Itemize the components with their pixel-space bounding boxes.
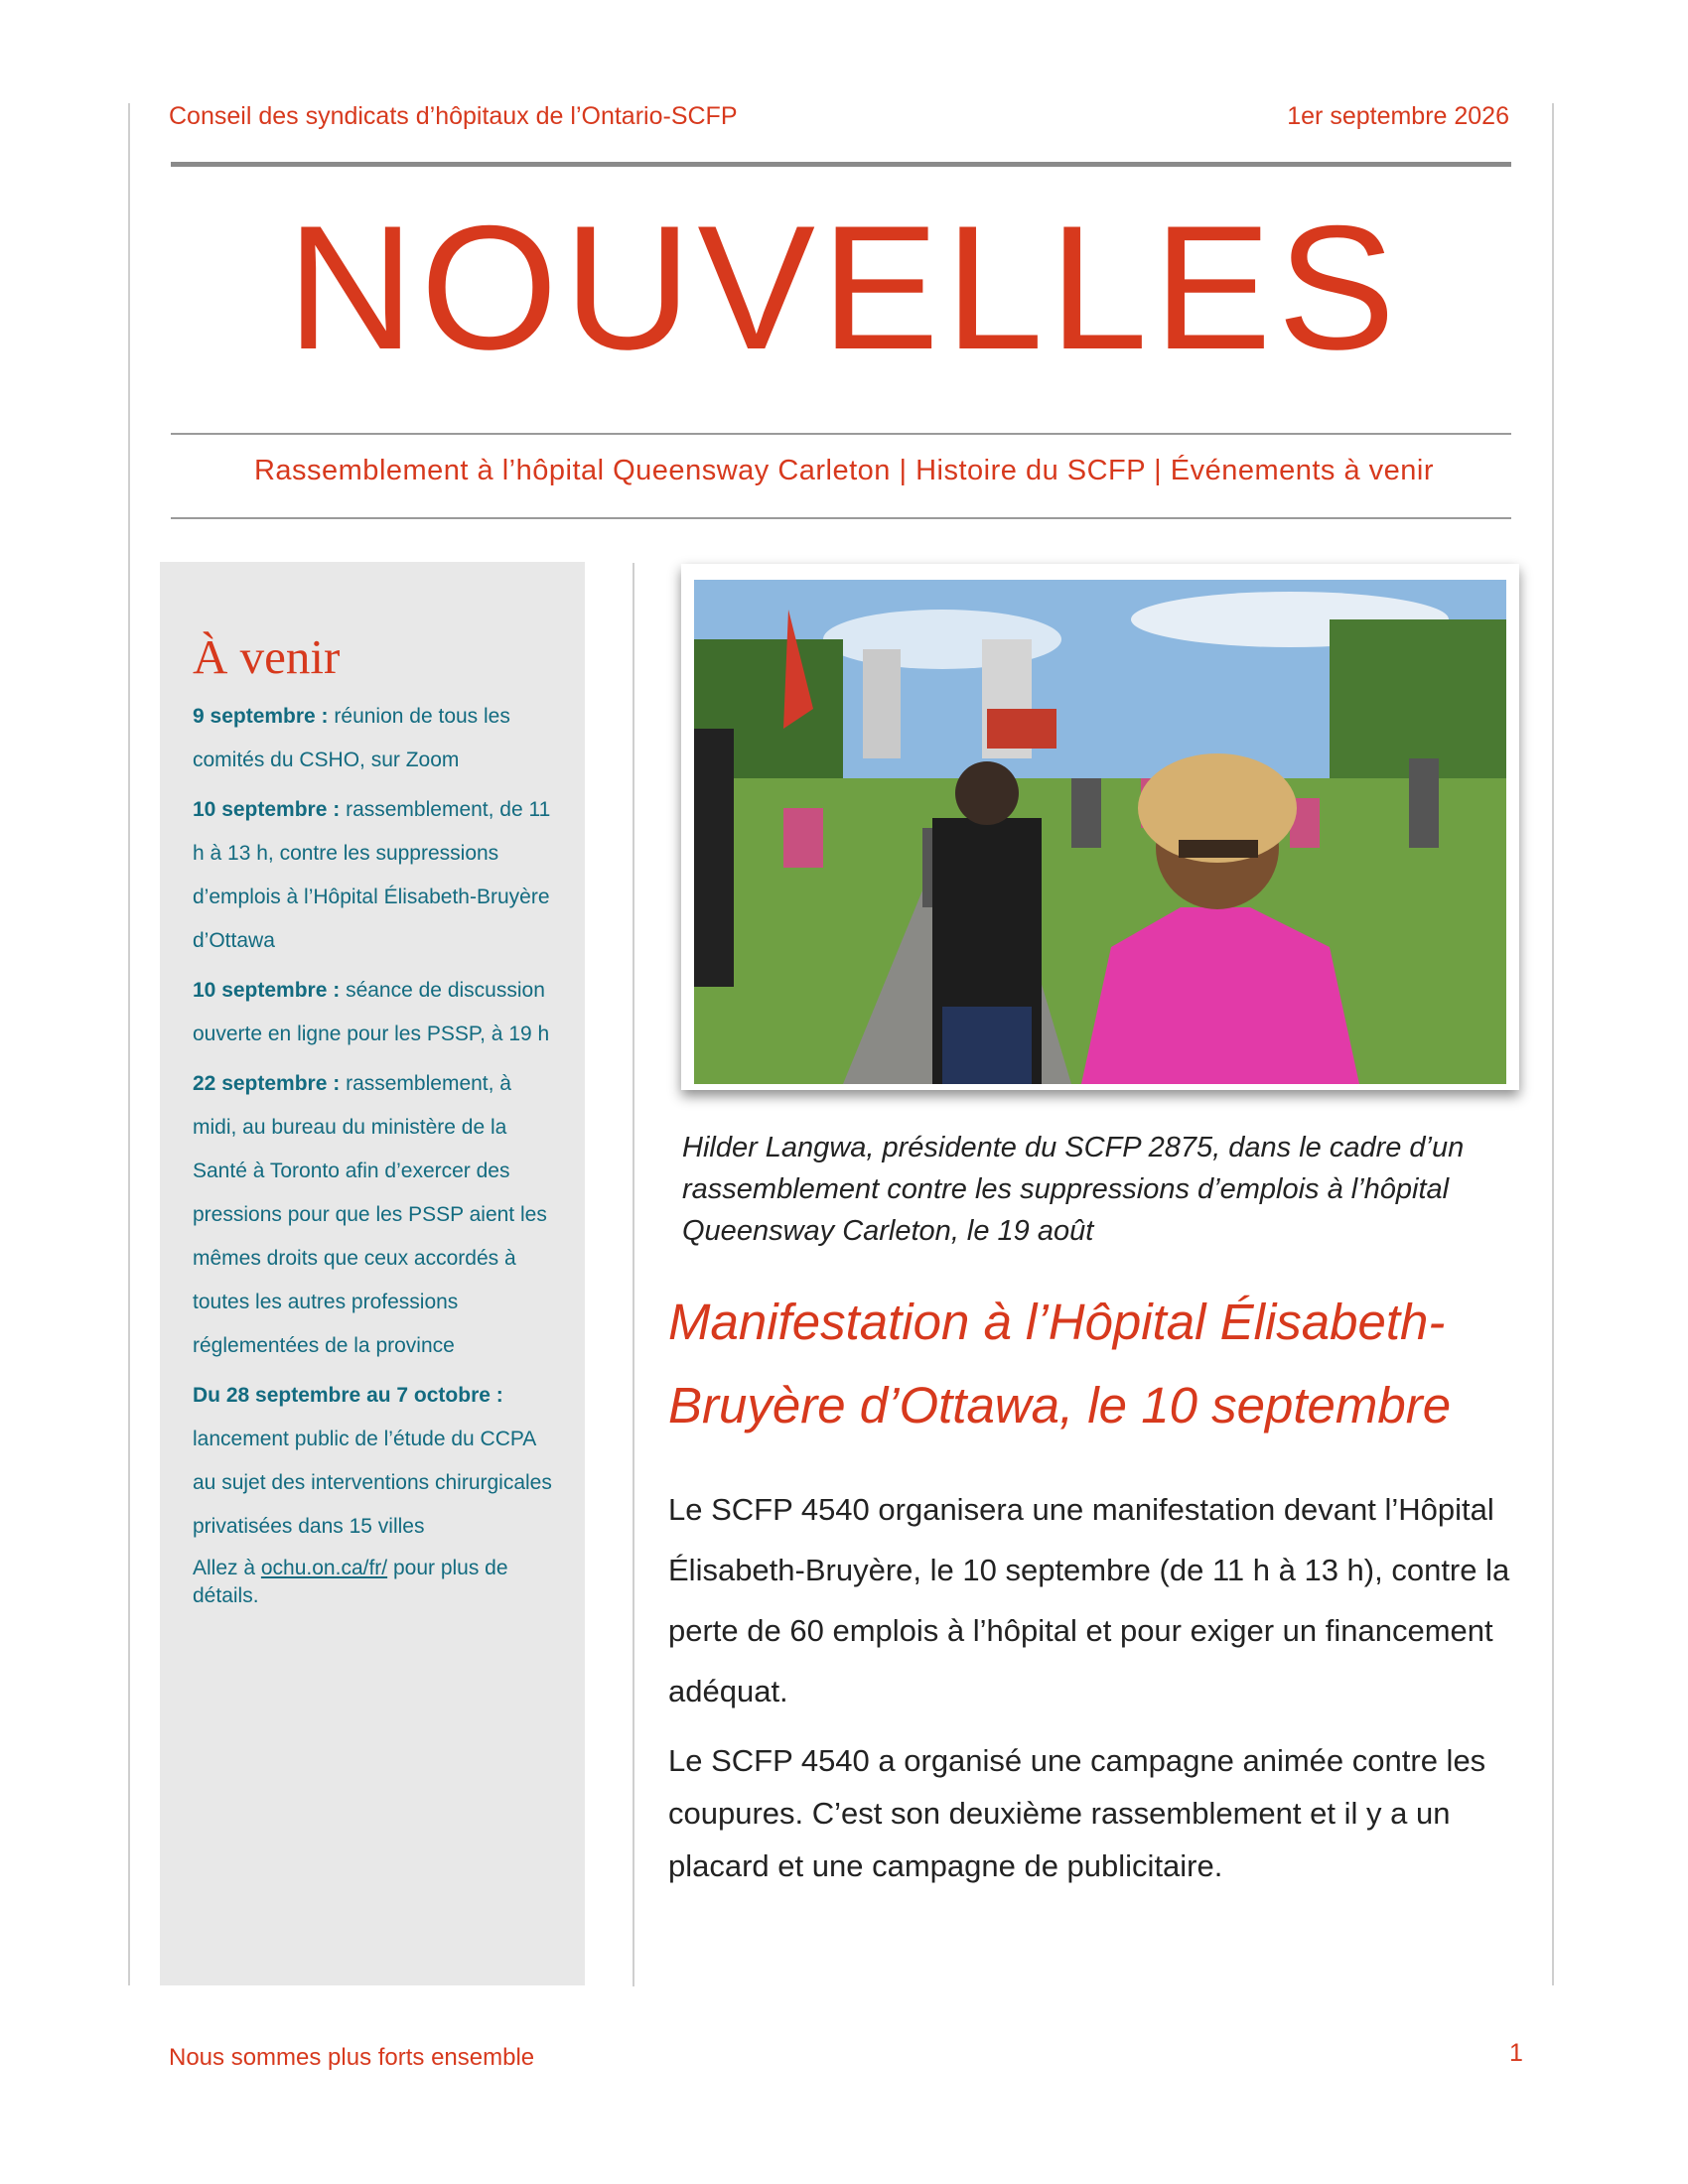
rally-photo (694, 580, 1506, 1084)
event-date: 10 septembre : (193, 979, 341, 1002)
more-info (193, 1555, 559, 1610)
photo-caption: Hilder Langwa, présidente du SCFP 2875, dans le cadre d’un rassemblement contre les suppressions d’emplois à l’hôpital Queensway Carleton, le 19 août (682, 1132, 1465, 1247)
event-text: lancement public de l’étude du CCPA au sujet des interventions chirurgicales privatisées dans 15 villes (193, 1428, 552, 1538)
event-item (193, 1374, 559, 1549)
header-rule (171, 162, 1511, 167)
event-date: 10 septembre : (193, 798, 341, 821)
event-date: 9 septembre : (193, 705, 329, 728)
event-text: rassemblement, de 11 h à 13 h, contre les suppressions d’emplois à l’Hôpital Élisabeth-Bruyère d’Ottawa (193, 798, 551, 952)
header-organization: Conseil des syndicats d’hôpitaux de l’Ontario-SCFP (169, 102, 738, 130)
more-info-suffix: pour plus de détails. (193, 1557, 508, 1607)
masthead-title: NOUVELLES (286, 189, 1402, 386)
event-date: Du 28 septembre au 7 octobre : (193, 1384, 503, 1407)
event-item (193, 1062, 559, 1368)
article-paragraph: Le SCFP 4540 organisera une manifestation devant l’Hôpital Élisabeth-Bruyère, le 10 septembre (de 11 h à 13 h), contre la perte de 60 emplois à l’hôpital et pour exiger un financement adéquat. (668, 1492, 1510, 1708)
footer-slogan: Nous sommes plus forts ensemble (169, 2044, 535, 2071)
event-item (193, 695, 559, 782)
column-divider (633, 563, 634, 1986)
subhead-rule-bottom (171, 517, 1511, 519)
event-text: réunion de tous les comités du CSHO, sur Zoom (193, 705, 510, 771)
page-number: 1 (1509, 2039, 1523, 2067)
subhead-topics: Rassemblement à l’hôpital Queensway Carleton | Histoire du SCFP | Événements à venir (253, 455, 1435, 486)
event-item (193, 788, 559, 963)
subhead-rule-top (171, 433, 1511, 435)
event-date: 22 septembre : (193, 1072, 341, 1095)
more-info-prefix: Allez à (193, 1557, 261, 1579)
ochu-link[interactable]: ochu.on.ca/fr/ (260, 1557, 388, 1579)
article-headline: Manifestation à l’Hôpital Élisabeth-Bruyère d’Ottawa, le 10 septembre (668, 1294, 1452, 1433)
article-paragraph: Le SCFP 4540 a organisé une campagne animée contre les coupures. C’est son deuxième rassemblement et il y a un placard et une campagne de publicitaire. (668, 1743, 1486, 1883)
sidebar-title: À venir (193, 629, 341, 684)
event-text: rassemblement, à midi, au bureau du ministère de la Santé à Toronto afin d’exercer des pressions pour que les PSSP aient les mêmes droits que ceux accordés à toutes les autres professions réglementées de la province (193, 1072, 547, 1357)
upcoming-sidebar (160, 562, 585, 1985)
photo-frame (681, 564, 1519, 1090)
header-date: 1er septembre 2026 (1287, 102, 1509, 130)
event-item (193, 969, 559, 1056)
event-text: séance de discussion ouverte en ligne pour les PSSP, à 19 h (193, 979, 550, 1045)
